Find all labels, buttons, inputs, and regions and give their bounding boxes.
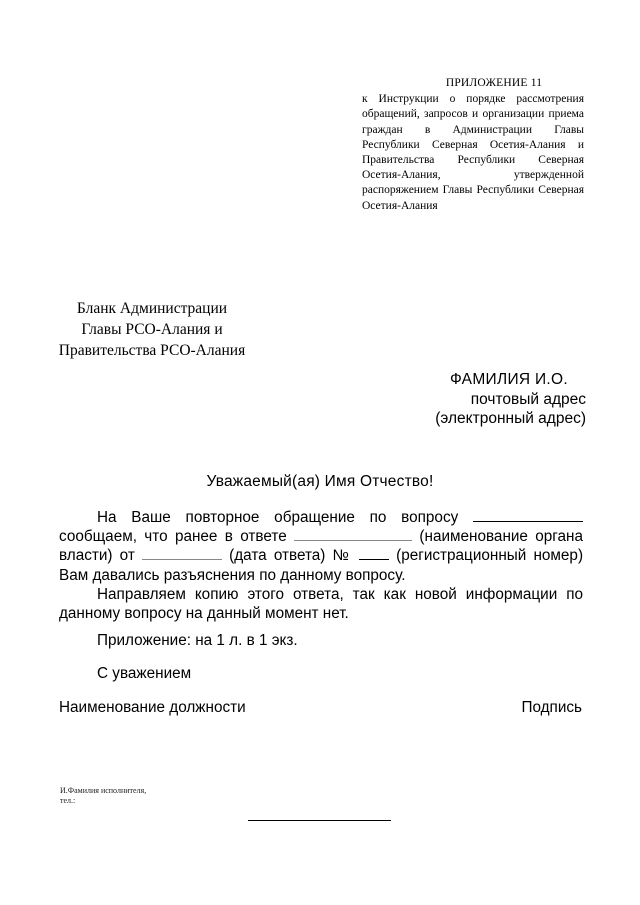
letterhead-line: Бланк Администрации xyxy=(76,300,228,317)
appendix-text: к Инструкции о порядке рассмотрения обращений, запросов и организации приема граждан в Администрации Главы Республики Северная Осетия-Алания и Правительства Республики Северная Осетия-Алания, утвержденной распоряжением Главы Республики Северная Осетия-Алания xyxy=(362,93,584,212)
signature-label: Подпись xyxy=(521,699,582,716)
bottom-divider xyxy=(248,820,391,821)
recipient-email-address: (электронный адрес) xyxy=(435,410,586,427)
executor-name: И.Фамилия исполнителя, xyxy=(60,786,147,795)
letter-body xyxy=(59,508,583,623)
body-text-fragment: На Ваше повторное обращение по вопросу xyxy=(97,509,459,526)
body-text-fragment: (регистрационный номер) Вам давались разъяснения по данному вопросу. xyxy=(59,547,584,584)
recipient-block xyxy=(410,370,586,429)
blank-field-date xyxy=(142,546,222,560)
letterhead xyxy=(52,298,252,361)
blank-field-number xyxy=(359,546,389,560)
body-text-fragment: (наименование органа власти) от xyxy=(59,528,584,565)
executor-phone: тел.: xyxy=(60,796,76,805)
letterhead-line: Главы РСО-Алания и xyxy=(81,321,223,338)
appendix-title: ПРИЛОЖЕНИЕ 11 xyxy=(445,77,543,89)
executor-note xyxy=(60,786,146,806)
blank-field-response xyxy=(294,527,412,541)
body-text-fragment: (дата ответа) № xyxy=(229,547,352,565)
body-text-fragment: сообщаем, что ранее в ответе xyxy=(59,528,287,546)
closing-regards: С уважением xyxy=(97,665,192,682)
recipient-name: ФАМИЛИЯ И.О. xyxy=(449,371,568,388)
body-paragraph-1 xyxy=(59,508,583,585)
position-title: Наименование должности xyxy=(59,699,246,716)
blank-field-question xyxy=(473,508,583,522)
recipient-postal-address: почтовый адрес xyxy=(470,390,586,408)
appendix-block xyxy=(362,76,584,214)
body-paragraph-2: Направляем копию этого ответа, так как новой информации по данному вопросу на данный момент нет. xyxy=(59,585,583,623)
salutation: Уважаемый(ая) Имя Отчество! xyxy=(206,473,434,490)
letterhead-line: Правительства РСО-Алания xyxy=(58,342,246,359)
attachment-note: Приложение: на 1 л. в 1 экз. xyxy=(97,632,298,649)
